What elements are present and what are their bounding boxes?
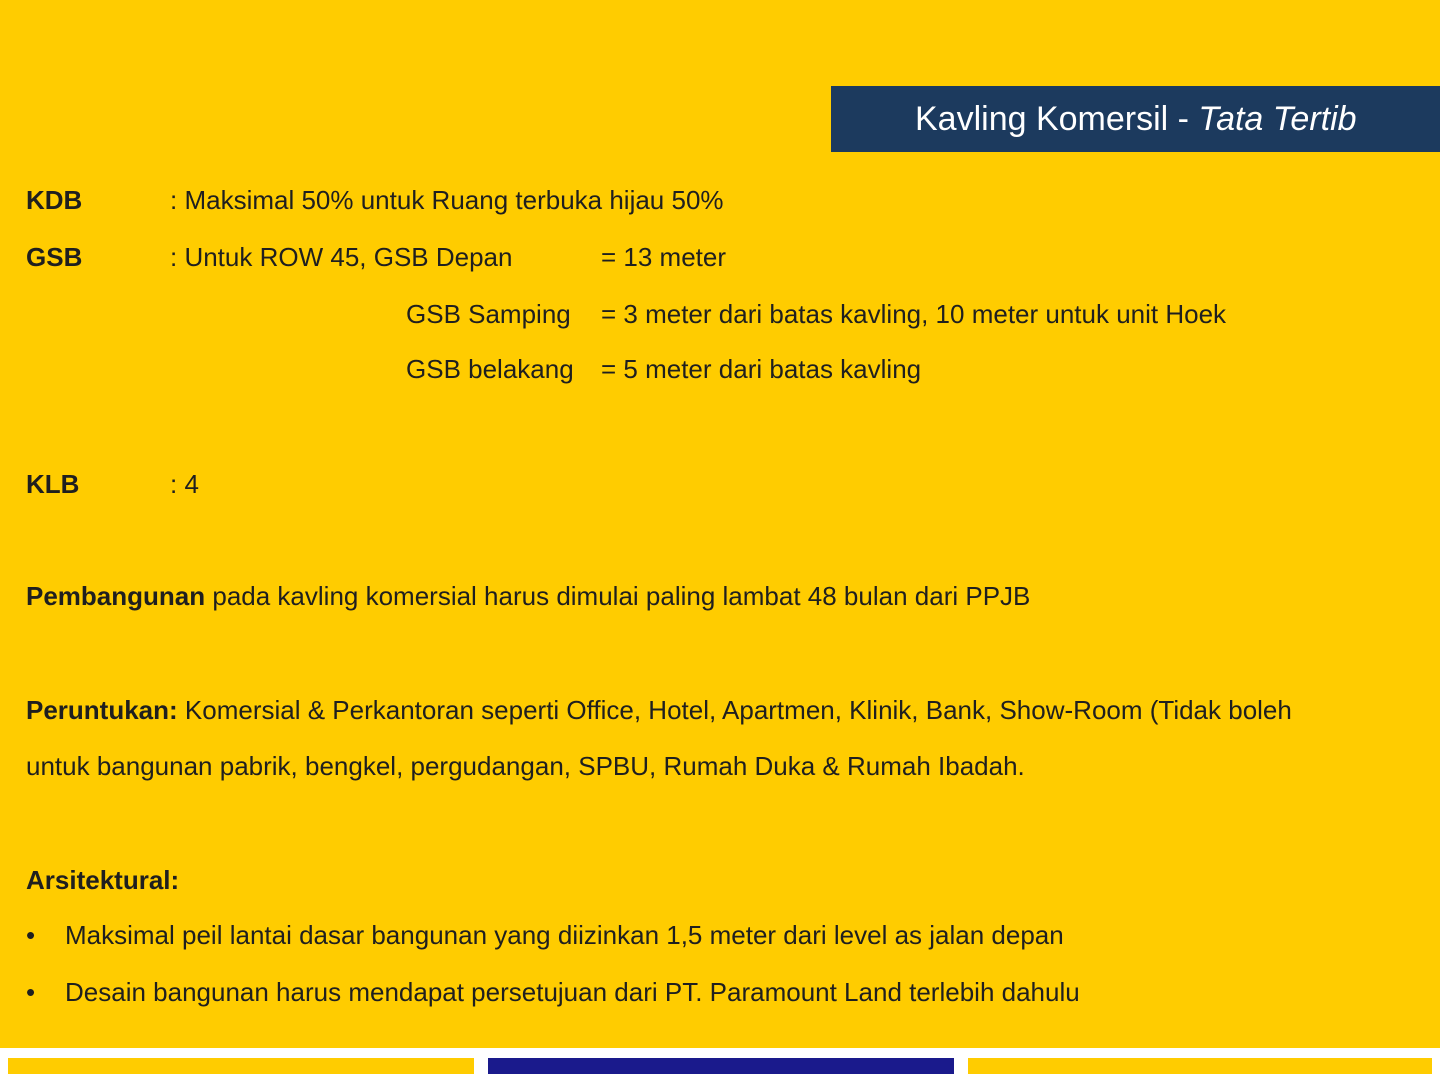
gsb-samping-label: GSB Samping xyxy=(406,299,571,329)
bullet-icon: • xyxy=(26,977,36,1007)
klb-value: : 4 xyxy=(170,469,199,499)
arsitektural-bullet-2: Desain bangunan harus mendapat persetujuan dari PT. Paramount Land terlebih dahulu xyxy=(65,977,1080,1007)
peruntukan-text-1: Komersial & Perkantoran seperti Office, Hotel, Apartmen, Klinik, Bank, Show-Room (Tidak boleh xyxy=(177,695,1292,725)
arsitektural-label: Arsitektural: xyxy=(26,865,180,895)
footer-bar-blue-center xyxy=(488,1058,954,1074)
gsb-samping-value: = 3 meter dari batas kavling, 10 meter untuk unit Hoek xyxy=(601,299,1227,329)
slide-title-italic: Tata Tertib xyxy=(1198,100,1357,138)
gsb-intro: : Untuk ROW 45, GSB Depan xyxy=(170,242,513,272)
footer-bar-yellow-right xyxy=(968,1058,1432,1074)
kdb-label: KDB xyxy=(26,185,83,215)
peruntukan-label: Peruntukan: xyxy=(26,695,178,725)
slide-title-main: Kavling Komersil - xyxy=(915,100,1199,138)
bullet-icon: • xyxy=(26,920,36,950)
kdb-value: : Maksimal 50% untuk Ruang terbuka hijau 50% xyxy=(170,185,724,215)
pembangunan-label: Pembangunan xyxy=(26,581,206,611)
footer-bar-yellow-left xyxy=(8,1058,474,1074)
gsb-belakang-value: = 5 meter dari batas kavling xyxy=(601,354,922,384)
pembangunan-paragraph xyxy=(26,580,1030,612)
klb-label: KLB xyxy=(26,469,80,499)
peruntukan-line-2: untuk bangunan pabrik, bengkel, pergudangan, SPBU, Rumah Duka & Rumah Ibadah. xyxy=(26,751,1025,781)
arsitektural-bullet-1: Maksimal peil lantai dasar bangunan yang diizinkan 1,5 meter dari level as jalan depan xyxy=(65,920,1064,950)
gsb-belakang-label: GSB belakang xyxy=(406,354,574,384)
slide-title xyxy=(831,86,1440,152)
peruntukan-line-1 xyxy=(26,694,1292,726)
gsb-label: GSB xyxy=(26,242,83,272)
pembangunan-text: pada kavling komersial harus dimulai paling lambat 48 bulan dari PPJB xyxy=(205,581,1031,611)
gsb-depan-value: = 13 meter xyxy=(601,242,727,272)
